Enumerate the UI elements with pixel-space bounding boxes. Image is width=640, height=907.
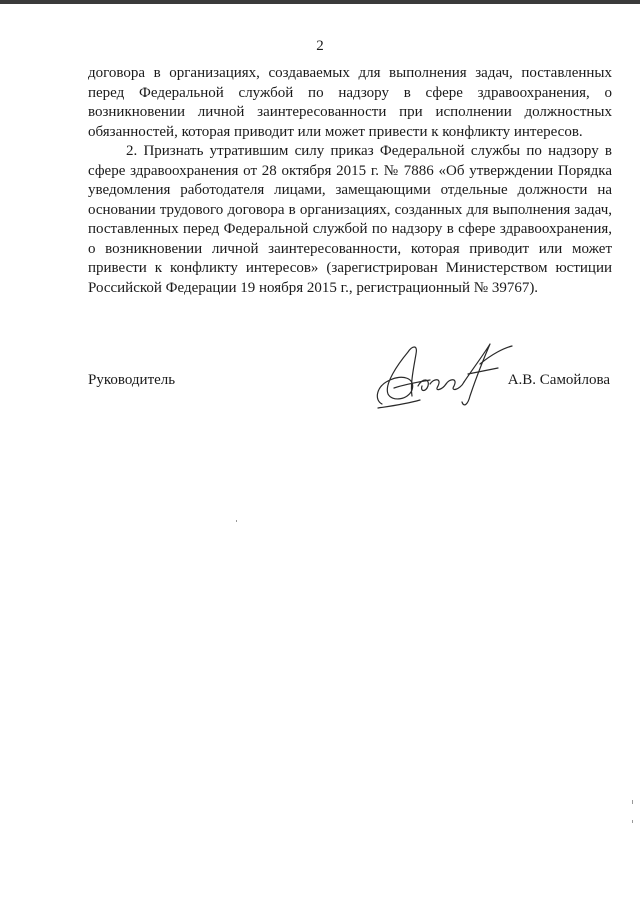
page-number: 2	[316, 38, 324, 54]
paragraph-item-2: 2. Признать утратившим силу приказ Федеральной службы по надзору в сфере здравоохранения от 28 октября 2015 г. № 7886 «Об утверждении Порядка уведомления работодателя лицами, замещающими отдельные должности на основании трудового договора в организациях, созданных для выполнения задач, поставленных перед Федеральной службой по надзору в сфере здравоохранения, о возникновении личной заинтересованности, которая приводит или может привести к конфликту интересов» (зарегистрирован Министерством юстиции Российской Федерации 19 ноября 2015 г., регистрационный № 39767).	[88, 143, 612, 296]
scan-speck	[632, 800, 633, 804]
top-edge-rule	[0, 0, 640, 4]
scan-speck	[632, 820, 633, 823]
document-body	[88, 64, 612, 298]
paragraph-continuation: договора в организациях, создаваемых для выполнения задач, поставленных перед Федеральной службой по надзору в сфере здравоохранения, о возникновении личной заинтересованности при исполнении должностных обязанностей, которая приводит или может привести к конфликту интересов.	[88, 65, 612, 140]
signature-block	[88, 334, 612, 414]
handwritten-signature	[372, 334, 522, 414]
signer-title: Руководитель	[88, 372, 176, 388]
scan-speck	[236, 520, 237, 522]
signer-name: А.В. Самойлова	[507, 372, 610, 388]
